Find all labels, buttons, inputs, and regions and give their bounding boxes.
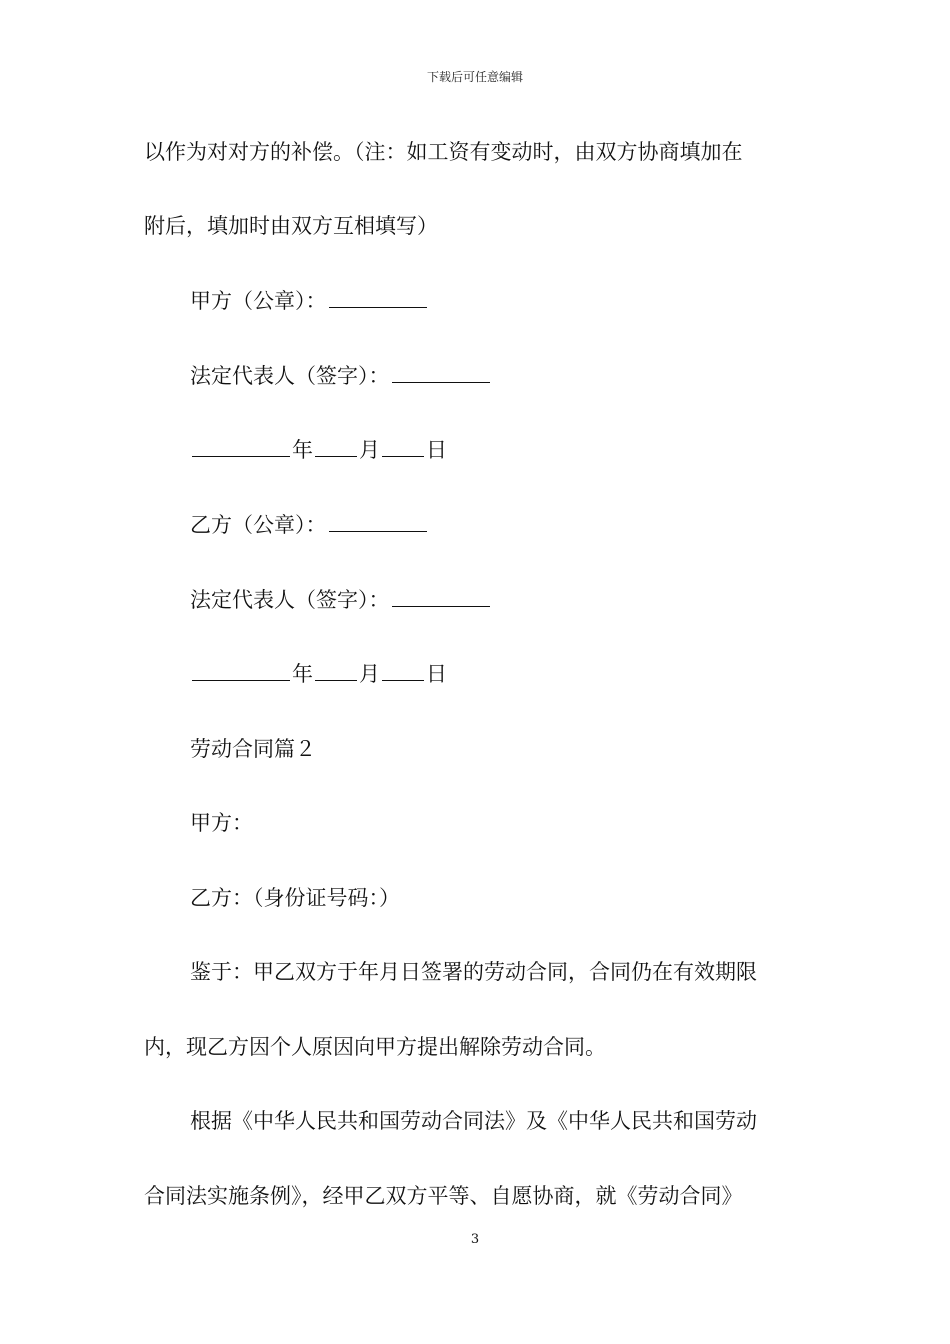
day-blank xyxy=(382,660,424,681)
paragraph-line: 鉴于：甲乙双方于年月日签署的劳动合同，合同仍在有效期限 xyxy=(190,960,757,984)
year-label: 年 xyxy=(292,662,313,686)
day-label: 日 xyxy=(426,662,447,686)
paragraph-line: 以作为对对方的补偿。（注：如工资有变动时，由双方协商填加在 xyxy=(144,140,743,164)
header-note: 下载后可任意编辑 xyxy=(426,70,523,84)
party-b-seal-line xyxy=(190,511,429,539)
date-line-b xyxy=(190,660,447,688)
party-b-line: 乙方：（身份证号码：） xyxy=(190,886,400,910)
legal-rep-b-line xyxy=(190,586,492,614)
year-blank xyxy=(192,660,290,681)
date-line-a xyxy=(190,436,447,464)
month-label: 月 xyxy=(359,662,380,686)
paragraph-line: 附后，填加时由双方互相填写） xyxy=(144,214,438,238)
day-label: 日 xyxy=(426,438,447,462)
paragraph-line: 合同法实施条例》，经甲乙双方平等、自愿协商，就《劳动合同》 xyxy=(144,1184,743,1208)
year-blank xyxy=(192,436,290,457)
paragraph-line: 根据《中华人民共和国劳动合同法》及《中华人民共和国劳动 xyxy=(190,1109,757,1133)
party-b-seal-label: 乙方（公章）： xyxy=(190,513,327,537)
party-b-seal-blank xyxy=(329,511,427,532)
month-blank xyxy=(315,660,357,681)
month-label: 月 xyxy=(359,438,380,462)
legal-rep-b-label: 法定代表人（签字）： xyxy=(190,588,390,612)
legal-rep-a-blank xyxy=(392,362,490,383)
section-title: 劳动合同篇２ xyxy=(190,737,316,761)
legal-rep-a-label: 法定代表人（签字）： xyxy=(190,364,390,388)
day-blank xyxy=(382,436,424,457)
legal-rep-b-blank xyxy=(392,586,490,607)
paragraph-line: 内，现乙方因个人原因向甲方提出解除劳动合同。 xyxy=(144,1035,606,1059)
legal-rep-a-line xyxy=(190,362,492,390)
party-a-seal-line xyxy=(190,287,429,315)
year-label: 年 xyxy=(292,438,313,462)
party-a-seal-label: 甲方（公章）： xyxy=(190,289,327,313)
party-a-line: 甲方： xyxy=(190,811,253,835)
month-blank xyxy=(315,436,357,457)
party-a-seal-blank xyxy=(329,287,427,308)
page-number: 3 xyxy=(470,1232,480,1247)
